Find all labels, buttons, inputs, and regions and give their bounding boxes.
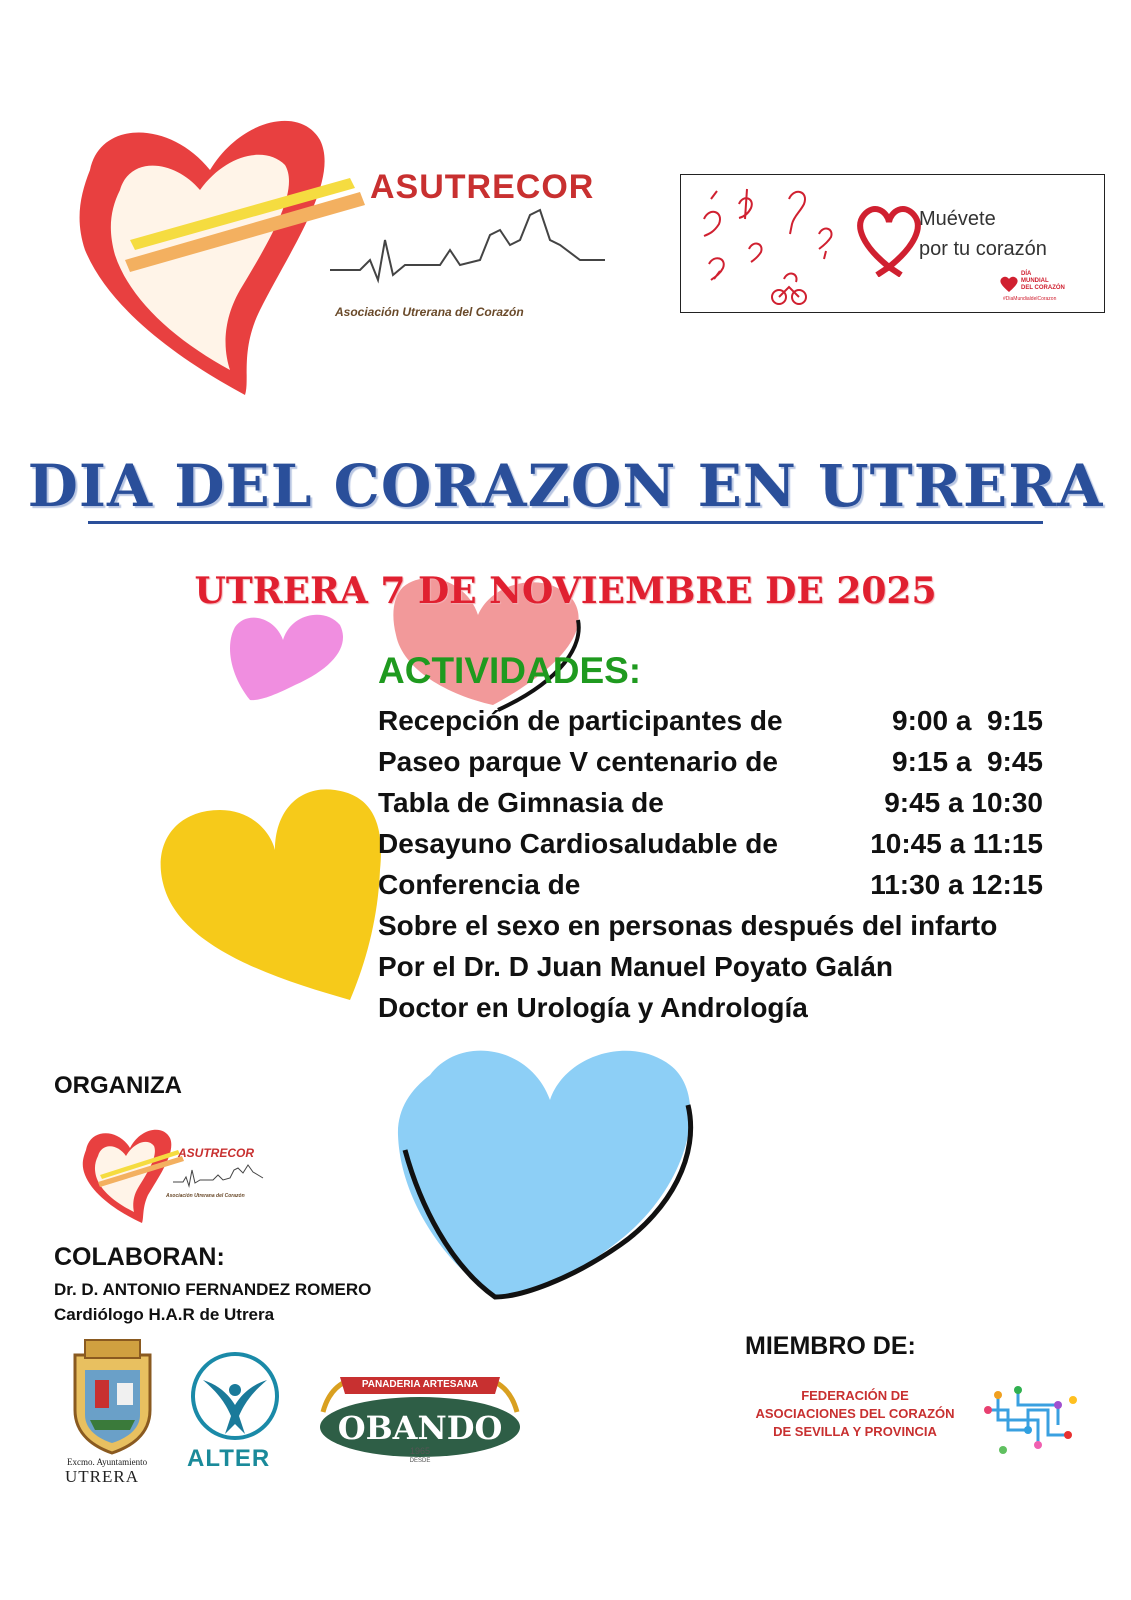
collaborator-role: Cardiólogo H.A.R de Utrera xyxy=(54,1305,275,1324)
activity-time: 9:15 a 9:45 xyxy=(892,746,1043,777)
activity-row xyxy=(378,746,1043,786)
badge-text-line2: por tu corazón xyxy=(919,238,1047,260)
activity-row xyxy=(378,787,1043,827)
small-heart-icon xyxy=(999,275,1019,293)
activity-row xyxy=(378,828,1043,868)
federation-line1: FEDERACIÓN DE xyxy=(801,1388,909,1403)
badge-small-2: MUNDIAL xyxy=(1021,278,1049,284)
badge-small-4: #DiaMundialdelCorazon xyxy=(1003,296,1057,302)
alter-logo xyxy=(185,1350,285,1475)
blue-heart-icon xyxy=(390,1035,710,1310)
ayto-line2: UTRERA xyxy=(65,1467,139,1486)
activity-time: 9:45 a 10:30 xyxy=(884,787,1043,818)
pink-heart-icon xyxy=(225,605,350,715)
activity-label: Conferencia de xyxy=(378,869,581,900)
badge-text-line1: Muévete xyxy=(919,208,996,230)
federation-line3: DE SEVILLA Y PROVINCIA xyxy=(773,1424,937,1439)
activity-time: 9:00 a 9:15 xyxy=(892,705,1043,736)
coat-of-arms-icon xyxy=(55,1335,170,1455)
badge-small-1: DÍA xyxy=(1021,271,1032,277)
collaborator-name: Dr. D. ANTONIO FERNANDEZ ROMERO xyxy=(54,1280,372,1299)
activities-heading: ACTIVIDADES: xyxy=(378,650,642,691)
federation-logo xyxy=(750,1380,1090,1460)
activity-figures-icon xyxy=(689,179,839,309)
world-heart-day-badge xyxy=(680,174,1105,313)
heart-logo-icon xyxy=(60,100,620,400)
badge-small-3: DEL CORAZÓN xyxy=(1021,285,1065,291)
colaboran-label: COLABORAN: xyxy=(54,1243,225,1271)
federation-line2: ASOCIACIONES DEL CORAZÓN xyxy=(755,1406,955,1421)
heart-network-icon xyxy=(978,1380,1083,1460)
obando-name: OBANDO xyxy=(337,1409,503,1447)
logo-tagline: Asociación Utrerana del Corazón xyxy=(335,305,524,319)
organiza-logo-name: ASUTRECOR xyxy=(178,1146,255,1160)
activity-label: Desayuno Cardiosaludable de xyxy=(378,828,778,859)
talk-topic: Sobre el sexo en personas después del infarto xyxy=(378,910,998,941)
obando-banner: PANADERIA ARTESANA xyxy=(361,1379,479,1390)
asutrecor-logo xyxy=(60,100,620,400)
title-underline xyxy=(88,521,1043,524)
page-title: DIA DEL CORAZON EN UTRERA xyxy=(27,452,1104,520)
activity-row xyxy=(378,705,1043,745)
miembro-label: MIEMBRO DE: xyxy=(745,1332,916,1360)
ayto-line1: Excmo. Ayuntamiento xyxy=(67,1457,148,1467)
utrera-council-logo xyxy=(55,1335,170,1485)
speaker-role: Doctor en Urología y Andrología xyxy=(378,992,808,1023)
activity-time: 11:30 a 12:15 xyxy=(870,869,1043,900)
obando-logo xyxy=(315,1372,525,1472)
obando-year: 1965 xyxy=(409,1446,431,1456)
obando-desde: DESDE xyxy=(409,1458,431,1464)
organiza-label: ORGANIZA xyxy=(54,1072,182,1099)
swallow-circle-icon xyxy=(189,1350,281,1442)
yellow-heart-icon xyxy=(150,780,390,1010)
heart-ribbon-icon xyxy=(849,197,929,277)
organiza-logo xyxy=(78,1120,268,1225)
activity-time: 10:45 a 11:15 xyxy=(870,828,1043,859)
activity-label: Recepción de participantes de xyxy=(378,705,783,736)
heart-logo-icon xyxy=(78,1120,268,1225)
organiza-logo-tagline: Asociación Utrerana del Corazón xyxy=(166,1193,245,1199)
alter-text: ALTER xyxy=(187,1445,271,1472)
event-date: UTRERA 7 DE NOVIEMBRE DE 2025 xyxy=(194,570,937,612)
activity-label: Paseo parque V centenario de xyxy=(378,746,778,777)
activity-label: Tabla de Gimnasia de xyxy=(378,787,664,818)
speaker-name: Por el Dr. D Juan Manuel Poyato Galán xyxy=(378,951,894,982)
activity-row xyxy=(378,869,1043,909)
logo-name: ASUTRECOR xyxy=(370,168,595,206)
